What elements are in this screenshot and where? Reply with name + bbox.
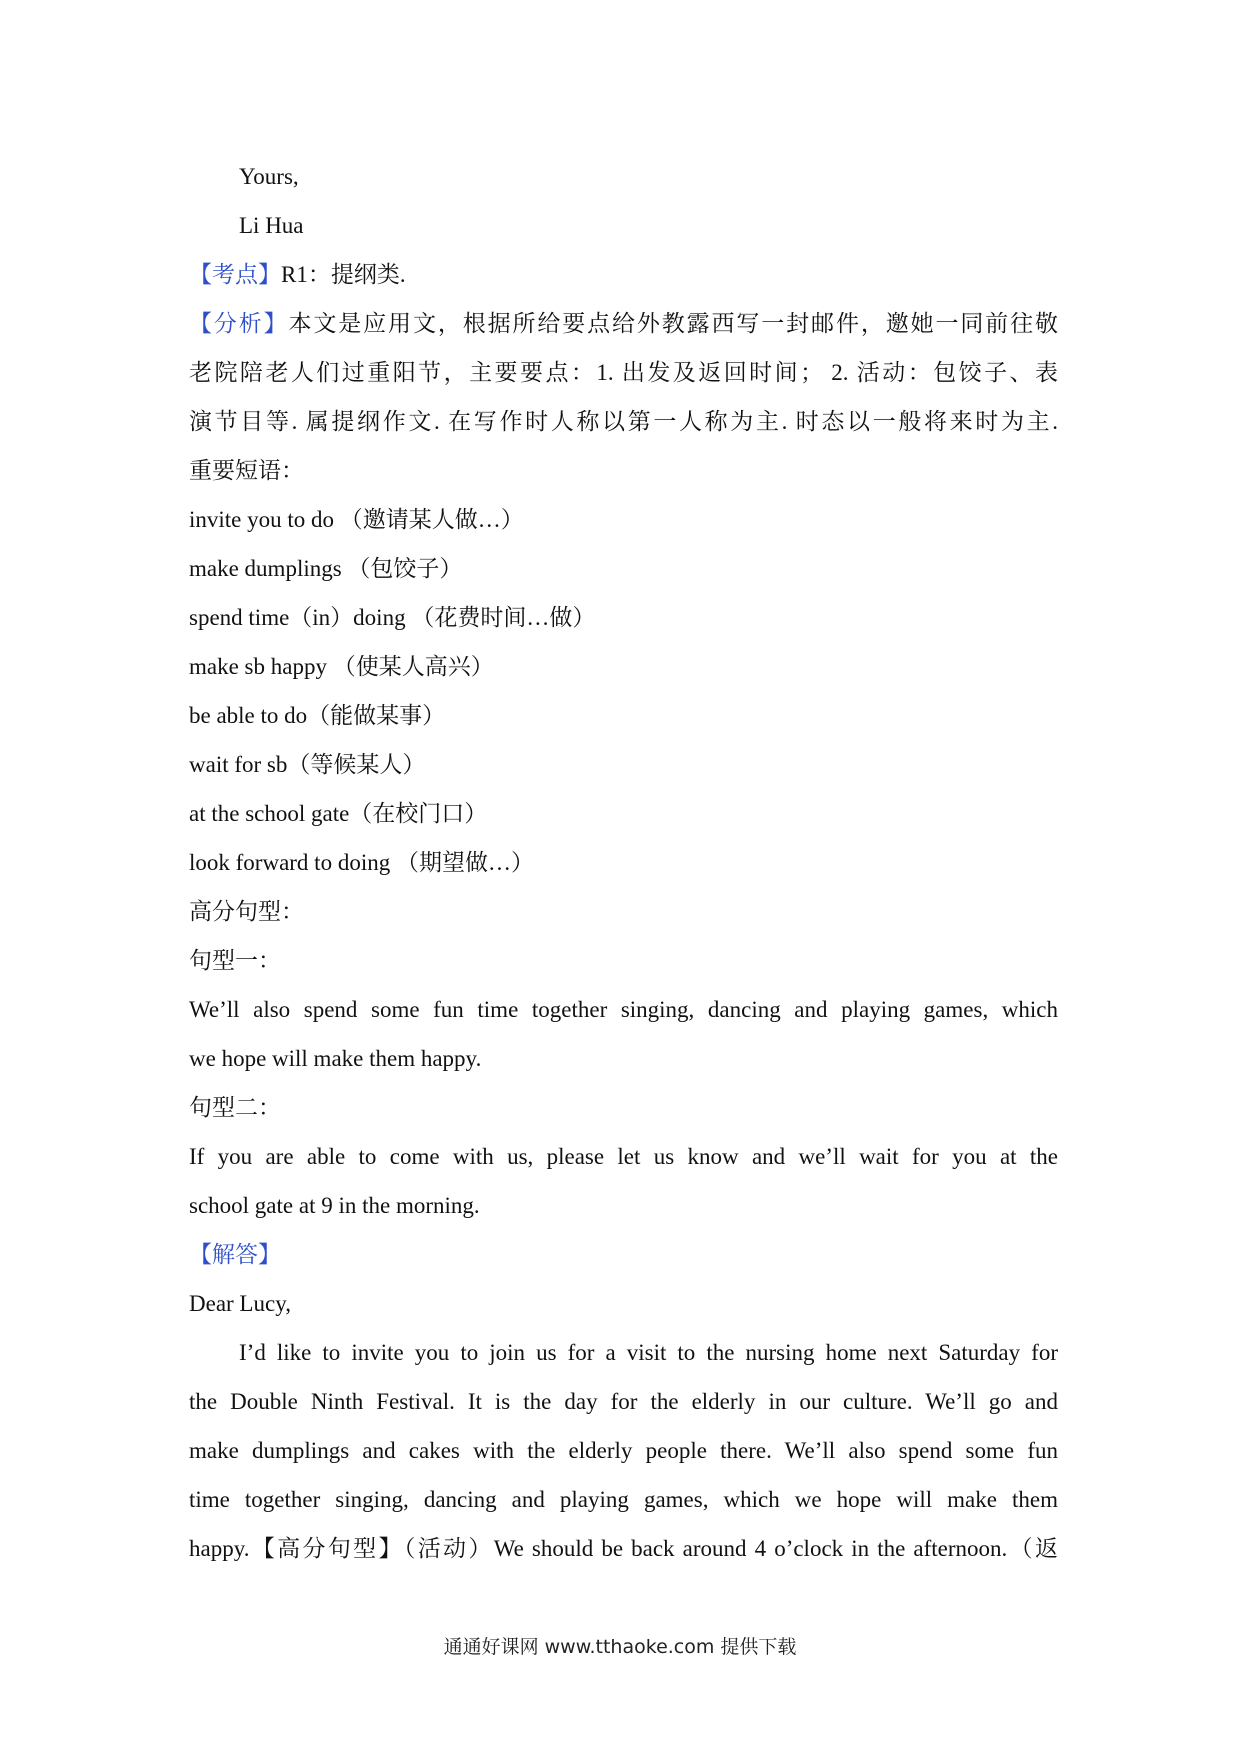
fenxi-line-2: 老院陪老人们过重阳节，主要要点：1. 出发及返回时间； 2. 活动：包饺子、表	[189, 360, 1058, 385]
pattern-1-line-2: we hope will make them happy.	[189, 1046, 482, 1071]
page-footer: 通通好课网 www.tthaoke.com 提供下载	[443, 1636, 797, 1658]
document-body	[189, 152, 1058, 1573]
fenxi-line-1	[189, 299, 1058, 348]
answer-label: 【解答】	[189, 1242, 281, 1267]
letter-line-2: the Double Ninth Festival. It is the day for the elderly in our culture. We’ll go and	[189, 1389, 1058, 1414]
phrase-item: look forward to doing （期望做…）	[189, 850, 534, 875]
letter-line-5: happy.【高分句型】（活动）We should be back around 4 o’clock in the afternoon.（返	[189, 1536, 1058, 1561]
closing-yours: Yours,	[239, 164, 299, 189]
fenxi-label: 【分析】	[189, 311, 289, 336]
phrase-item: invite you to do （邀请某人做…）	[189, 507, 524, 532]
phrase-item: be able to do（能做某事）	[189, 703, 446, 728]
closing-name: Li Hua	[239, 213, 304, 238]
letter-line-1: I’d like to invite you to join us for a visit to the nursing home next Saturday for	[239, 1340, 1058, 1365]
pattern-1-line-1: We’ll also spend some fun time together singing, dancing and playing games, which	[189, 997, 1058, 1022]
phrase-item: make dumplings （包饺子）	[189, 556, 463, 581]
kaodian-label: 【考点】	[189, 262, 281, 287]
pattern-2-line-2: school gate at 9 in the morning.	[189, 1193, 480, 1218]
phrase-item: make sb happy （使某人高兴）	[189, 654, 494, 679]
letter-line-3: make dumplings and cakes with the elderly people there. We’ll also spend some fun	[189, 1438, 1058, 1463]
phrase-item: spend time（in）doing （花费时间…做）	[189, 605, 596, 630]
pattern-1-label: 句型一：	[189, 948, 281, 973]
sentence-patterns-heading: 高分句型：	[189, 899, 304, 924]
kaodian-line	[189, 250, 1058, 299]
letter-line-4: time together singing, dancing and playing games, which we hope will make them	[189, 1487, 1058, 1512]
letter-greeting: Dear Lucy,	[189, 1291, 291, 1316]
phrase-item: wait for sb（等候某人）	[189, 752, 426, 777]
phrase-item: at the school gate（在校门口）	[189, 801, 488, 826]
fenxi-text-1: 本文是应用文，根据所给要点给外教露西写一封邮件，邀她一同前往敬	[288, 311, 1059, 336]
answer-label-line	[189, 1230, 1058, 1279]
pattern-2-label: 句型二：	[189, 1095, 281, 1120]
kaodian-text: R1：提纲类.	[281, 262, 406, 287]
phrases-heading: 重要短语：	[189, 458, 304, 483]
pattern-2-line-1: If you are able to come with us, please let us know and we’ll wait for you at the	[189, 1144, 1058, 1169]
fenxi-line-3: 演节目等. 属提纲作文. 在写作时人称以第一人称为主. 时态以一般将来时为主.	[189, 409, 1058, 434]
